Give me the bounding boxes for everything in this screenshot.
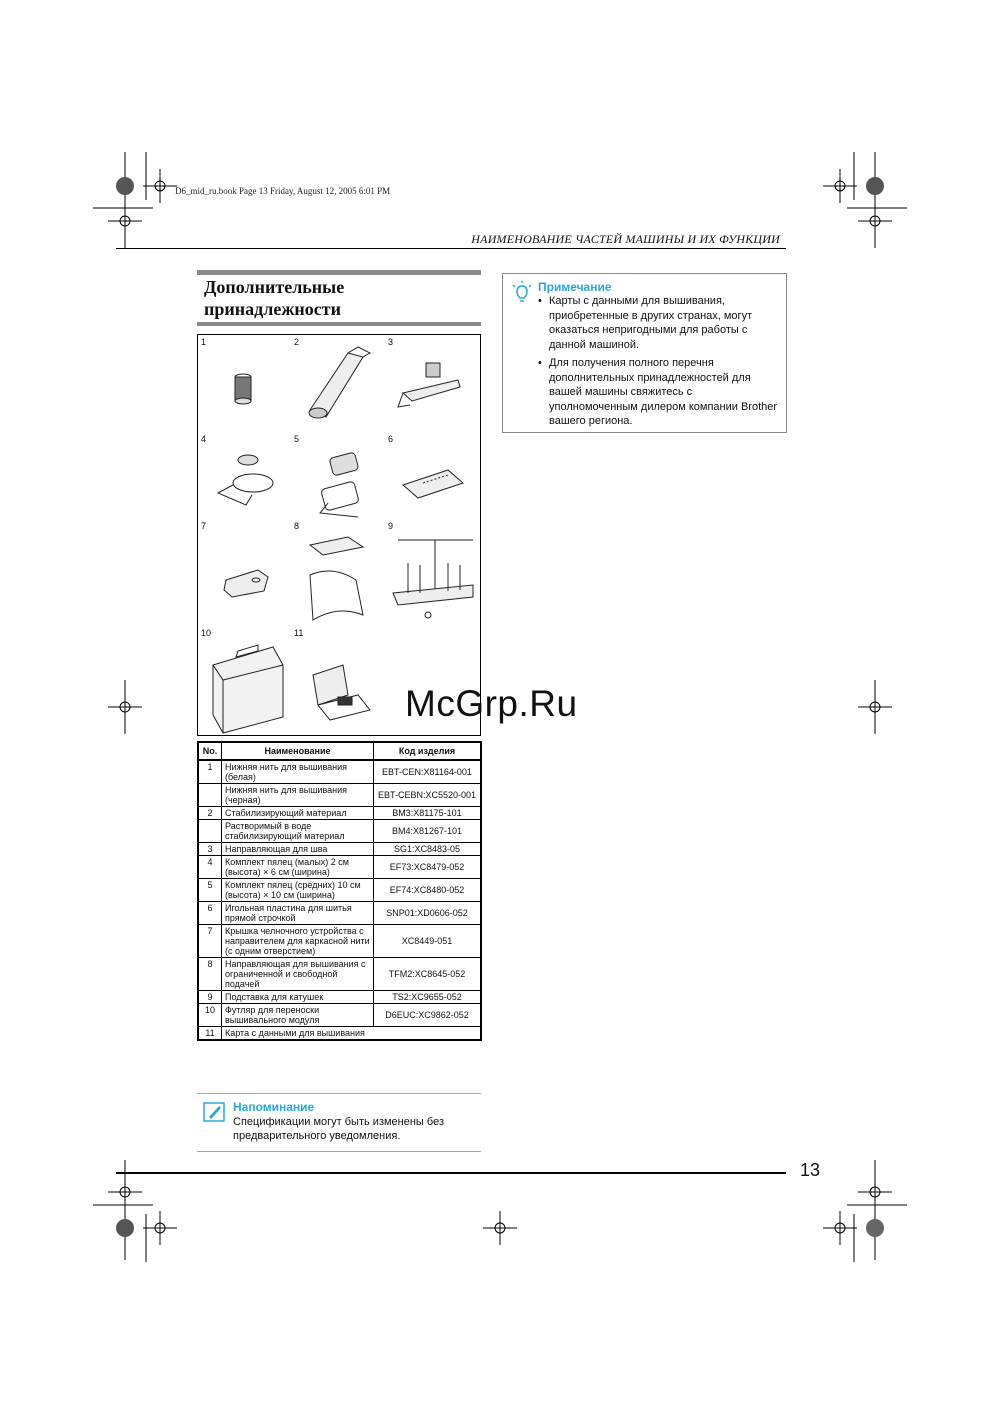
figure-number: 9	[388, 521, 394, 531]
section-title-line1: Дополнительные	[204, 277, 345, 297]
embroidery-card-icon	[313, 665, 370, 720]
figure-number: 5	[294, 434, 300, 444]
table-row	[198, 760, 481, 784]
bobbin-thread-icon	[235, 374, 251, 404]
medium-hoop-icon	[320, 452, 359, 517]
cell-no	[198, 784, 222, 807]
table-row	[198, 856, 481, 879]
cell-name: Подставка для катушек	[222, 991, 374, 1004]
note-list	[538, 294, 783, 433]
figure-number: 7	[201, 521, 207, 531]
cell-code: EBT-CEN:X81164-001	[374, 760, 482, 784]
table-row	[198, 925, 481, 958]
accessories-figure	[197, 334, 481, 736]
cell-code: EBT-CEBN:XC5520-001	[374, 784, 482, 807]
note-item: • Для получения полного перечня дополнительных принадлежностей для вашей машины свяжитесь с уполномоченным дилером компании Brother вашего региона.	[538, 356, 783, 429]
table-row	[198, 784, 481, 807]
section-title	[204, 276, 344, 320]
table-row	[198, 843, 481, 856]
cell-no: 7	[198, 925, 222, 958]
cell-name: Крышка челночного устройства с направителем для каркасной нити (с одним отверстием)	[222, 925, 374, 958]
table-row	[198, 879, 481, 902]
memo-bottom-rule	[197, 1151, 481, 1152]
accessories-illustrations	[198, 335, 480, 735]
cell-code: SG1:XC8483-05	[374, 843, 482, 856]
cell-no: 2	[198, 807, 222, 820]
column-header-no: No.	[198, 742, 222, 760]
section-title-bar	[197, 270, 481, 275]
cell-no: 8	[198, 958, 222, 991]
cell-name: Футляр для переноски вышивального модуля	[222, 1004, 374, 1027]
note-item: • Карты с данными для вышивания, приобретенные в других странах, могут оказаться непригодными для работы с данной машиной.	[538, 294, 783, 352]
cell-code: EF73:XC8479-052	[374, 856, 482, 879]
print-info-line: D6_mid_ru.book Page 13 Friday, August 12, 2005 6:01 PM	[175, 186, 391, 196]
note-title: Примечание	[538, 280, 612, 294]
section-title-line2: принадлежности	[204, 299, 341, 319]
cell-code: SNP01:XD0606-052	[374, 902, 482, 925]
cell-name: Игольная пластина для шитья прямой строчкой	[222, 902, 374, 925]
figure-number: 6	[388, 434, 394, 444]
watermark: McGrp.Ru	[405, 683, 578, 724]
spool-stand-icon	[393, 540, 473, 618]
table-row	[198, 1027, 481, 1041]
column-header-name: Наименование	[222, 742, 374, 760]
figure-number: 10	[201, 628, 212, 638]
cell-no: 4	[198, 856, 222, 879]
cell-no: 3	[198, 843, 222, 856]
table-header-row	[198, 742, 481, 760]
memo-top-rule	[197, 1093, 481, 1094]
accessories-table	[197, 741, 482, 1041]
cell-no: 6	[198, 902, 222, 925]
cell-code: XC8449-051	[374, 925, 482, 958]
table-row	[198, 820, 481, 843]
cell-name: Направляющая для шва	[222, 843, 374, 856]
figure-number: 2	[294, 337, 300, 347]
cell-no: 5	[198, 879, 222, 902]
seam-guide-icon	[398, 363, 460, 407]
cell-no: 1	[198, 760, 222, 784]
stabilizer-roll-icon	[309, 347, 370, 418]
carrying-case-icon	[213, 645, 283, 733]
cell-no: 9	[198, 991, 222, 1004]
cell-name: Направляющая для вышивания с ограниченной и свободной подачей	[222, 958, 374, 991]
table-row	[198, 991, 481, 1004]
cell-name: Стабилизирующий материал	[222, 807, 374, 820]
table-row	[198, 1004, 481, 1027]
memo-text: Спецификации могут быть изменены без предварительного уведомления.	[233, 1116, 444, 1142]
cell-name: Комплект пялец (средних) 10 см (высота) × 10 см (ширина)	[222, 879, 374, 902]
running-header: НАИМЕНОВАНИЕ ЧАСТЕЙ МАШИНЫ И ИХ ФУНКЦИИ	[471, 232, 780, 246]
cell-no: 11	[198, 1027, 222, 1041]
small-hoop-icon	[218, 455, 273, 505]
cell-code: TS2:XC9655-052	[374, 991, 482, 1004]
table-row	[198, 902, 481, 925]
cell-name: Нижняя нить для вышивания (белая)	[222, 760, 374, 784]
cell-code: BM3:X81175-101	[374, 807, 482, 820]
figure-number: 3	[388, 337, 394, 347]
figure-number: 8	[294, 521, 300, 531]
cell-no	[198, 820, 222, 843]
cell-code: BM4:X81267-101	[374, 820, 482, 843]
header-rule	[116, 248, 786, 249]
cell-name: Карта с данными для вышивания	[222, 1027, 482, 1041]
needle-plate-icon	[403, 470, 463, 498]
section-title-underline	[197, 322, 481, 326]
cell-name: Нижняя нить для вышивания (черная)	[222, 784, 374, 807]
footer-rule	[116, 1172, 786, 1174]
table-row	[198, 958, 481, 991]
table-row	[198, 807, 481, 820]
cell-code: EF74:XC8480-052	[374, 879, 482, 902]
cell-code: TFM2:XC8645-052	[374, 958, 482, 991]
lightbulb-icon	[510, 280, 534, 306]
figure-number: 11	[294, 628, 304, 638]
cell-name: Комплект пялец (малых) 2 см (высота) × 6 см (ширина)	[222, 856, 374, 879]
figure-number: 1	[201, 337, 207, 347]
cell-code: D6EUC:XC9862-052	[374, 1004, 482, 1027]
bobbin-cover-icon	[224, 570, 268, 597]
cell-name: Растворимый в воде стабилизирующий материал	[222, 820, 374, 843]
memo-title: Напоминание	[233, 1100, 315, 1114]
column-header-code: Код изделия	[374, 742, 482, 760]
cell-no: 10	[198, 1004, 222, 1027]
page-number: 13	[800, 1160, 821, 1180]
memo-icon	[203, 1101, 227, 1123]
figure-number: 4	[201, 434, 207, 444]
embroidery-guide-icon	[310, 537, 363, 620]
